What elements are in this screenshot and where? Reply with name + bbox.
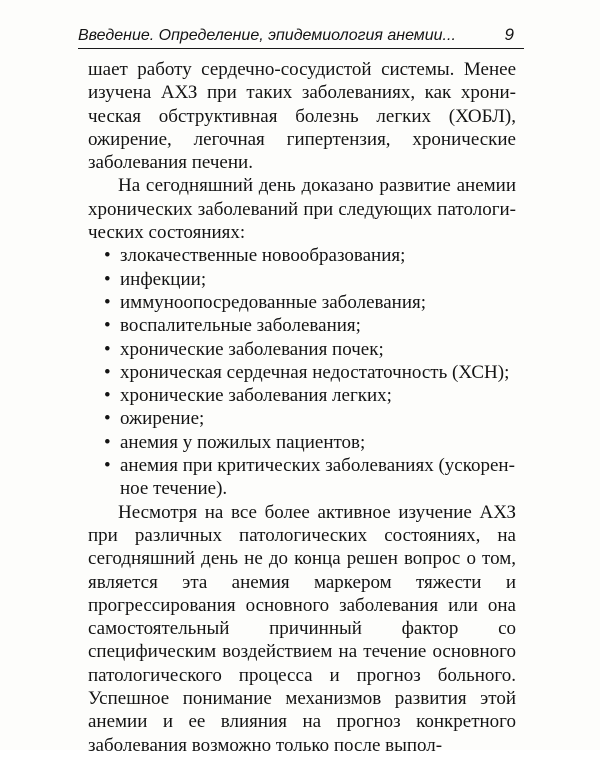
paragraph-continuation: шает работу сердечно-сосудистой системы. Менее изучена АХЗ при таких заболеваниях, как хроническая обструктивная болезнь легких (ХОБЛ), ожирение, легочная гипертензия, хронические заболевания печени. xyxy=(88,59,516,174)
paragraph-discussion: Несмотря на все более активное изучение АХЗ при различных патологических состояниях, на сегодняшний день не до конца решен вопрос о том, является эта анемия маркером тяжести и прогрессирования основного заболевания или она самостоятельный причинный фактор со специфическим воздействием на течение основного патологического процесса и прогноз больного. Успешное понимание механизмов развития этой анемии и ее влияния на прогноз конкретного заболевания возможно только после выпол- xyxy=(88,501,516,756)
list-item: • хроническая сердечная недостаточность (ХСН); xyxy=(88,361,516,384)
list-item: • иммуноопосредованные заболевания; xyxy=(88,291,516,314)
chapter-title: Введение. Определение, эпидемиология анемии... xyxy=(78,27,456,44)
conditions-list xyxy=(88,244,516,500)
list-item: • анемия при критических заболеваниях (ускоренное течение). xyxy=(88,454,516,501)
paragraph-intro-list: На сегодняшний день доказано развитие анемии хронических заболеваний при следующих патологических состояниях: xyxy=(88,175,516,244)
running-header xyxy=(78,22,524,49)
list-item: • злокачественные новообразования; xyxy=(88,244,516,267)
page-number: 9 xyxy=(504,25,514,44)
list-item: • инфекции; xyxy=(88,268,516,291)
list-item: • воспалительные заболевания; xyxy=(88,314,516,337)
body-text xyxy=(88,58,516,757)
list-item: • хронические заболевания почек; xyxy=(88,338,516,361)
list-item: • ожирение; xyxy=(88,407,516,430)
list-item: • анемия у пожилых пациентов; xyxy=(88,431,516,454)
list-item: • хронические заболевания легких; xyxy=(88,384,516,407)
